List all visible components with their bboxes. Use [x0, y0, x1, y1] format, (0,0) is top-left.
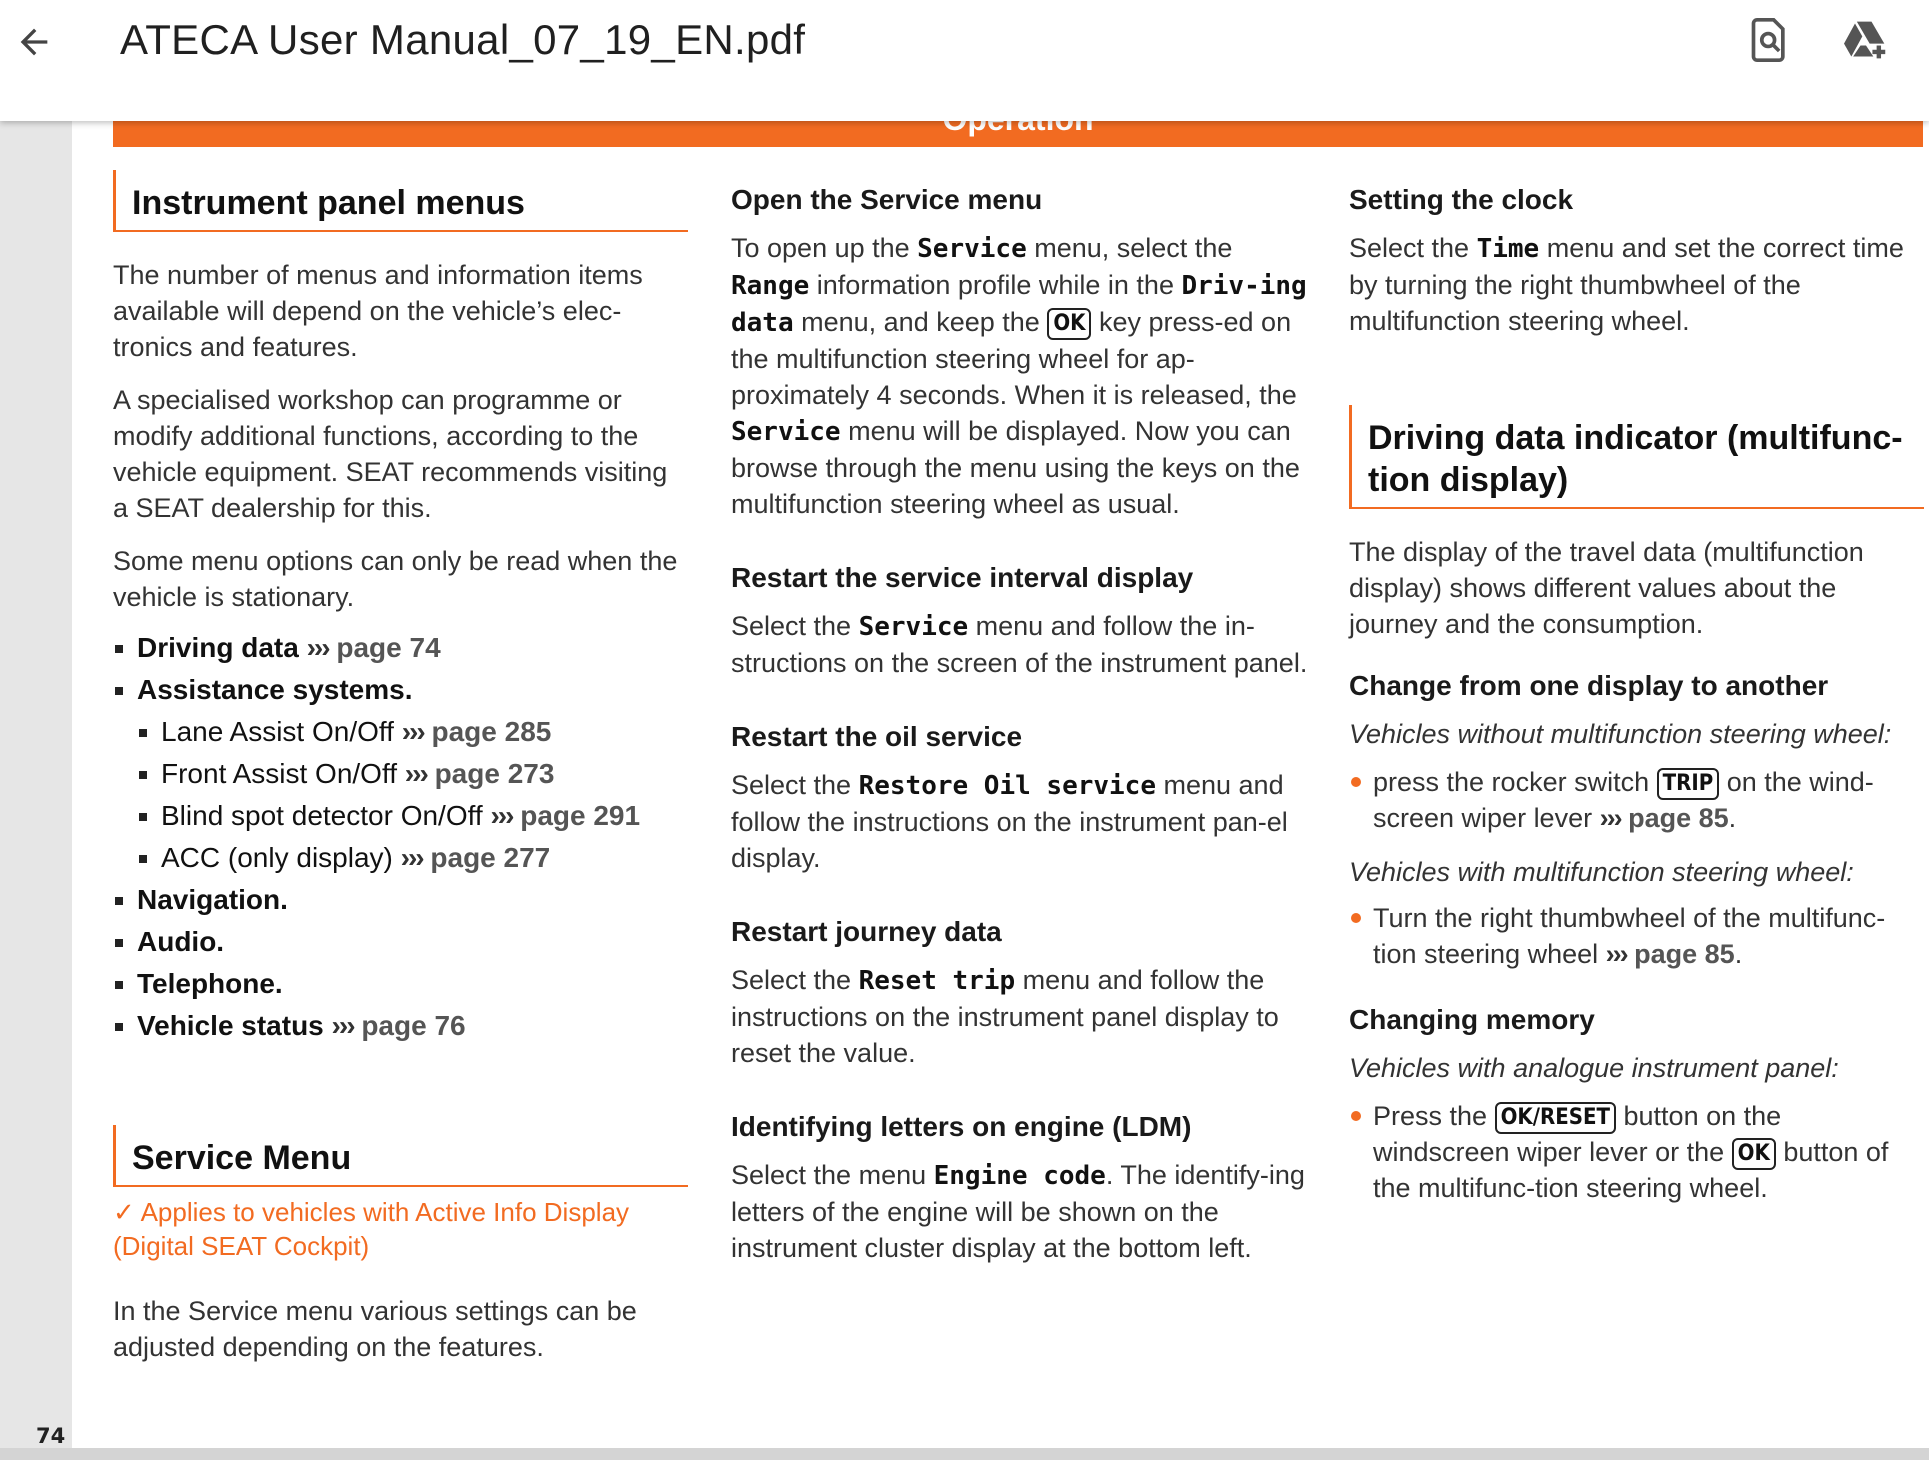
section-band [113, 121, 1923, 147]
bullet-item: Turn the right thumbwheel of the multifunc-tion steering wheel ››› page 85. [1349, 900, 1924, 972]
list-item: Driving data ››› page 74 [113, 627, 688, 669]
add-to-drive-button[interactable] [1836, 10, 1896, 70]
ok-key-icon: OK [1732, 1138, 1776, 1170]
paragraph: The number of menus and information items available will depend on the vehicle’s elec-tronics and features. [113, 260, 643, 362]
paragraph: Select the Service menu and follow the in-structions on the screen of the instrument panel. [731, 611, 1308, 678]
paragraph: Select the Restore Oil service menu and follow the instructions on the instrument pan-el display. [731, 770, 1288, 873]
ok-key-icon: OK [1047, 308, 1091, 340]
list-item: Assistance systems. [113, 669, 688, 711]
page-link[interactable]: page 85 [1628, 803, 1729, 833]
condition-note: Vehicles with multifunction steering wheel: [1349, 857, 1854, 887]
subheading: Change from one display to another [1349, 670, 1829, 701]
paragraph: To open up the Service menu, select the Range information profile while in the Driv-ing data menu, and keep the OK key press-ed on the multifunction steering wheel for ap-proximately 4 seconds. When it is released, the Service menu will be displayed. Now you can browse through the menu using the keys on the multifunction steering wheel as usual. [731, 233, 1307, 519]
list-item: Vehicle status ››› page 76 [113, 1005, 688, 1047]
applies-note: ✓ Applies to vehicles with Active Info Display (Digital SEAT Cockpit) [113, 1197, 630, 1261]
list-item: Front Assist On/Off ››› page 273 [137, 753, 688, 795]
list-item: Navigation. [113, 879, 688, 921]
menu-list [113, 627, 688, 1047]
subheading: Restart the service interval display [731, 562, 1194, 593]
find-in-page-icon [1748, 16, 1792, 64]
subheading: Identifying letters on engine (LDM) [731, 1111, 1192, 1142]
page-link[interactable]: page 285 [431, 716, 552, 747]
subheading: Setting the clock [1349, 184, 1574, 215]
list-item: ACC (only display) ››› page 277 [137, 837, 688, 879]
heading-instrument-panel-menus: Instrument panel menus [113, 170, 688, 232]
subheading: Changing memory [1349, 1004, 1595, 1035]
find-in-page-button[interactable] [1740, 10, 1800, 70]
paragraph: Select the Reset trip menu and follow the instructions on the instrument panel display to reset the value. [731, 965, 1279, 1068]
column-left [113, 170, 688, 1365]
paragraph: The display of the travel data (multifunction display) shows different values about the journey and the consumption. [1349, 537, 1864, 639]
column-right [1349, 170, 1924, 1206]
app-bar [0, 0, 1929, 121]
page-link[interactable]: page 74 [336, 632, 441, 663]
subheading: Open the Service menu [731, 184, 1043, 215]
paragraph: A specialised workshop can programme or modify additional functions, according to the vehicle equipment. SEAT recommends visiting a SEAT dealership for this. [113, 385, 668, 523]
paragraph: Select the menu Engine code. The identify-ing letters of the engine will be shown on the instrument cluster display at the bottom left. [731, 1160, 1305, 1263]
arrow-back-icon [14, 22, 54, 62]
page-bottom-strip [0, 1448, 1929, 1460]
column-middle [731, 170, 1311, 1266]
heading-driving-data-indicator: Driving data indicator (multifunc-tion display) [1349, 405, 1924, 509]
list-item: Audio. [113, 921, 688, 963]
page-link[interactable]: page 76 [361, 1010, 466, 1041]
condition-note: Vehicles without multifunction steering wheel: [1349, 719, 1892, 749]
condition-note: Vehicles with analogue instrument panel: [1349, 1053, 1839, 1083]
ok-reset-key-icon: OK/RESET [1495, 1102, 1616, 1134]
page-link[interactable]: page 291 [520, 800, 641, 831]
paragraph: Select the Time menu and set the correct time by turning the right thumbwheel of the multifunction steering wheel. [1349, 233, 1904, 336]
bullet-item: press the rocker switch TRIP on the wind-screen wiper lever ››› page 85. [1349, 764, 1924, 836]
subheading: Restart journey data [731, 916, 1002, 947]
page-link[interactable]: page 273 [434, 758, 555, 789]
bullet-item: Press the OK/RESET button on the windscreen wiper lever or the OK button of the multifunc-tion steering wheel. [1349, 1098, 1924, 1206]
document-title: ATECA User Manual_07_19_EN.pdf [120, 16, 806, 63]
back-button[interactable] [6, 14, 62, 70]
list-item: Lane Assist On/Off ››› page 285 [137, 711, 688, 753]
add-to-drive-icon [1842, 18, 1890, 62]
list-item: Blind spot detector On/Off ››› page 291 [137, 795, 688, 837]
paragraph: In the Service menu various settings can be adjusted depending on the features. [113, 1296, 637, 1362]
page-number: 74 [36, 1424, 66, 1448]
trip-key-icon: TRIP [1657, 768, 1720, 800]
list-item: Telephone. [113, 963, 688, 1005]
paragraph: Some menu options can only be read when the vehicle is stationary. [113, 546, 678, 612]
heading-service-menu: Service Menu [113, 1125, 688, 1187]
subheading: Restart the oil service [731, 721, 1023, 752]
page-link[interactable]: page 85 [1634, 939, 1735, 969]
page-link[interactable]: page 277 [430, 842, 551, 873]
